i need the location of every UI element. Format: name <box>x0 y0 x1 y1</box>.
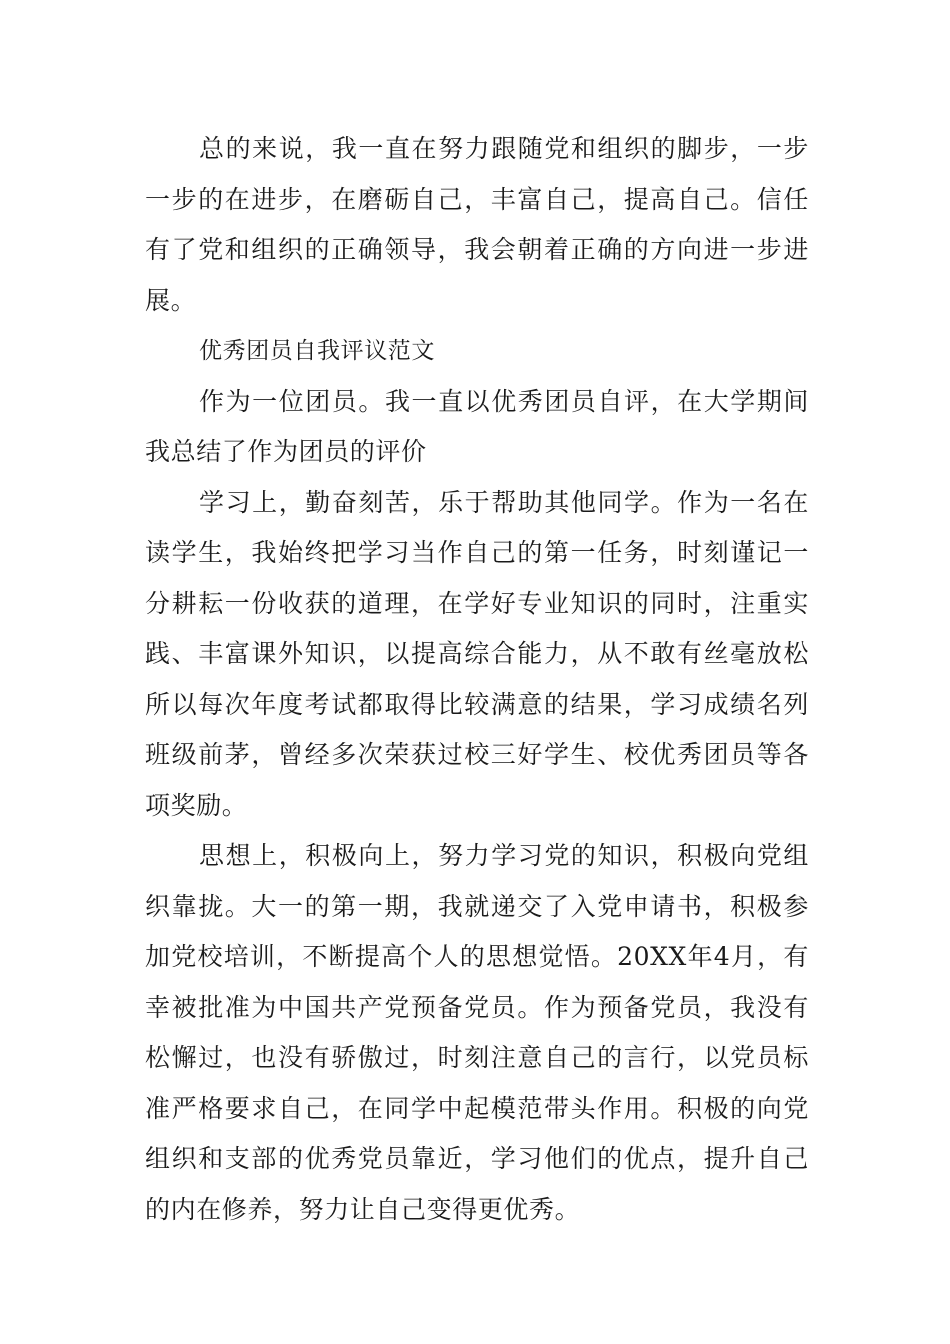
paragraph-study: 学习上，勤奋刻苦，乐于帮助其他同学。作为一名在读学生，我始终把学习当作自己的第一任务，时刻谨记一分耕耘一份收获的道理，在学好专业知识的同时，注重实践、丰富课外知识，以提高综合能力，从不敢有丝毫放松所以每次年度考试都取得比较满意的结果，学习成绩名列班级前茅，曾经多次荣获过校三好学生、校优秀团员等各项奖励。 <box>145 487 809 820</box>
paragraph-intro: 作为一位团员。我一直以优秀团员自评，在大学期间我总结了作为团员的评价 <box>145 386 809 466</box>
section-heading: 优秀团员自我评议范文 <box>199 338 435 364</box>
paragraph-ideology: 思想上，积极向上，努力学习党的知识，积极向党组织靠拢。大一的第一期，我就递交了入党申请书，积极参加党校培训，不断提高个人的思想觉悟。20XX年4月，有幸被批准为中国共产党预备党员。作为预备党员，我没有松懈过，也没有骄傲过，时刻注意自己的言行，以党员标准严格要求自己，在同学中起模范带头作用。积极的向党组织和支部的优秀党员靠近，学习他们的优点，提升自己的内在修养，努力让自己变得更优秀。 <box>145 841 809 1224</box>
paragraph-summary: 总的来说，我一直在努力跟随党和组织的脚步，一步一步的在进步，在磨砺自己，丰富自己，提高自己。信任有了党和组织的正确领导，我会朝着正确的方向进一步进展。 <box>145 134 809 315</box>
document-body <box>145 124 809 1235</box>
